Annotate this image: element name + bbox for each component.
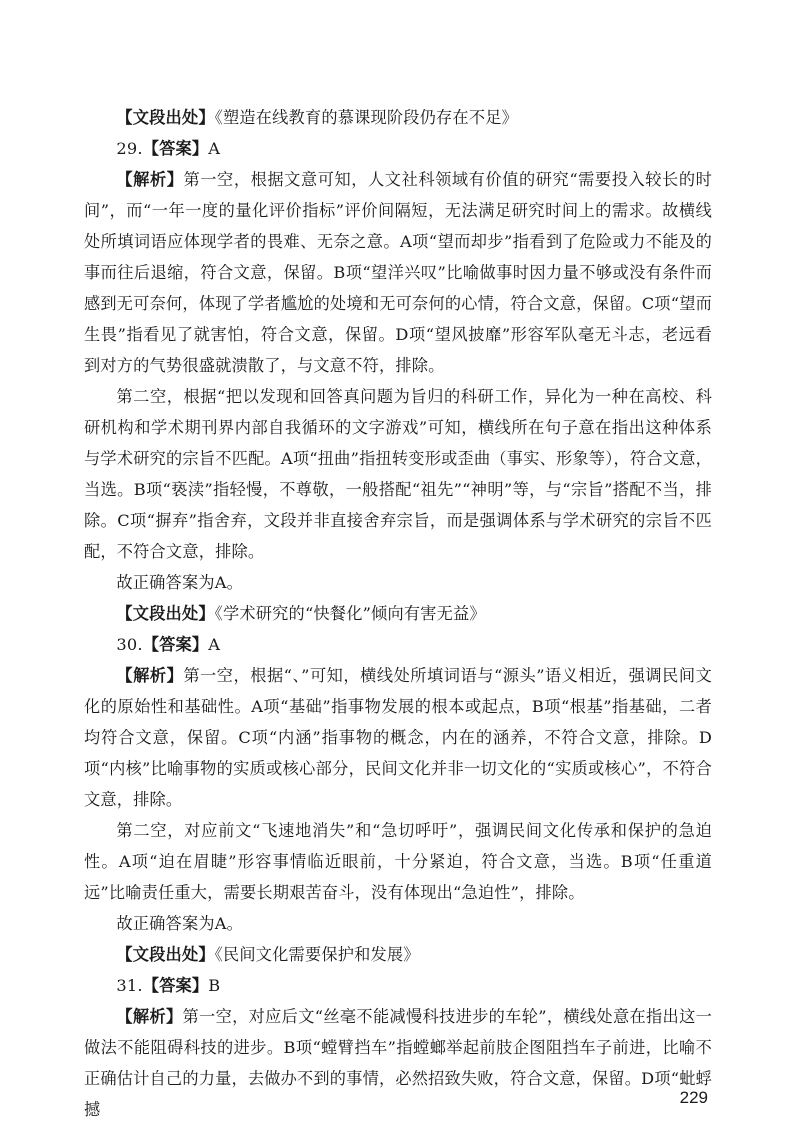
answer-line: 31.【答案】B (116, 976, 221, 995)
answer-line: 30.【答案】A (116, 635, 221, 654)
source-line: 【文段出处】《塑造在线教育的慕课现阶段仍存在不足》 (116, 108, 518, 127)
answer-line: 29.【答案】A (116, 139, 221, 158)
analysis-paragraph: 第二空，对应前文“飞速地消失”和“急切呼吁”，强调民间文化传承和保护的急迫性。A项“迫在眉睫”形容事情临近眼前，十分紧迫，符合文意，当选。B项“任重道远”比喻责任重大，需要长期艰苦奋斗，没有体现出“急迫性”，排除。 (84, 821, 712, 902)
source-line: 【文段出处】《学术研究的“快餐化”倾向有害无益》 (116, 604, 486, 623)
analysis-paragraph: 【解析】第一空，对应后文“丝毫不能减慢科技进步的车轮”，横线处意在指出这一做法不能阻碍科技的进步。B项“螳臂挡车”指螳螂举起前肢企图阻挡车子前进，比喻不正确估计自己的力量，去做办不到的事情，必然招致失败，符合文意，保留。D项“蚍蜉撼 (84, 1007, 712, 1119)
conclusion-line: 故正确答案为A。 (116, 573, 243, 592)
document-body (84, 102, 712, 1125)
analysis-paragraph: 第二空，根据“把以发现和回答真问题为旨归的科研工作，异化为一种在高校、科研机构和学术期刊界内部自我循环的文字游戏”可知，横线所在句子意在指出这种体系与学术研究的宗旨不匹配。A项“扭曲”指扭转变形或歪曲（事实、形象等），符合文意，当选。B项“亵渎”指轻慢，不尊敬，一般搭配“祖先”“神明”等，与“宗旨”搭配不当，排除。C项“摒弃”指舍弃，文段并非直接舍弃宗旨，而是强调体系与学术研究的宗旨不匹配，不符合文意，排除。 (84, 387, 712, 561)
analysis-paragraph: 【解析】第一空，根据文意可知，人文社科领域有价值的研究“需要投入较长的时间”，而“一年一度的量化评价指标”评价间隔短，无法满足研究时间上的需求。故横线处所填词语应体现学者的畏难、无奈之意。A项“望而却步”指看到了危险或力不能及的事而往后退缩，符合文意，保留。B项“望洋兴叹”比喻做事时因力量不够或没有条件而感到无可奈何，体现了学者尴尬的处境和无可奈何的心情，符合文意，保留。C项“望而生畏”指看见了就害怕，符合文意，保留。D项“望风披靡”形容军队毫无斗志，老远看到对方的气势很盛就溃散了，与文意不符，排除。 (84, 170, 712, 375)
source-line: 【文段出处】《民间文化需要保护和发展》 (116, 945, 420, 964)
analysis-paragraph: 【解析】第一空，根据“、”可知，横线处所填词语与“源头”语义相近，强调民间文化的原始性和基础性。A项“基础”指事物发展的根本或起点，B项“根基”指基础，二者均符合文意，保留。C项“内涵”指事物的概念，内在的涵养，不符合文意，排除。D项“内核”比喻事物的实质或核心部分，民间文化并非一切文化的“实质或核心”，不符合文意，排除。 (84, 666, 712, 809)
page-number: 229 (679, 1088, 708, 1107)
conclusion-line: 故正确答案为A。 (116, 914, 243, 933)
